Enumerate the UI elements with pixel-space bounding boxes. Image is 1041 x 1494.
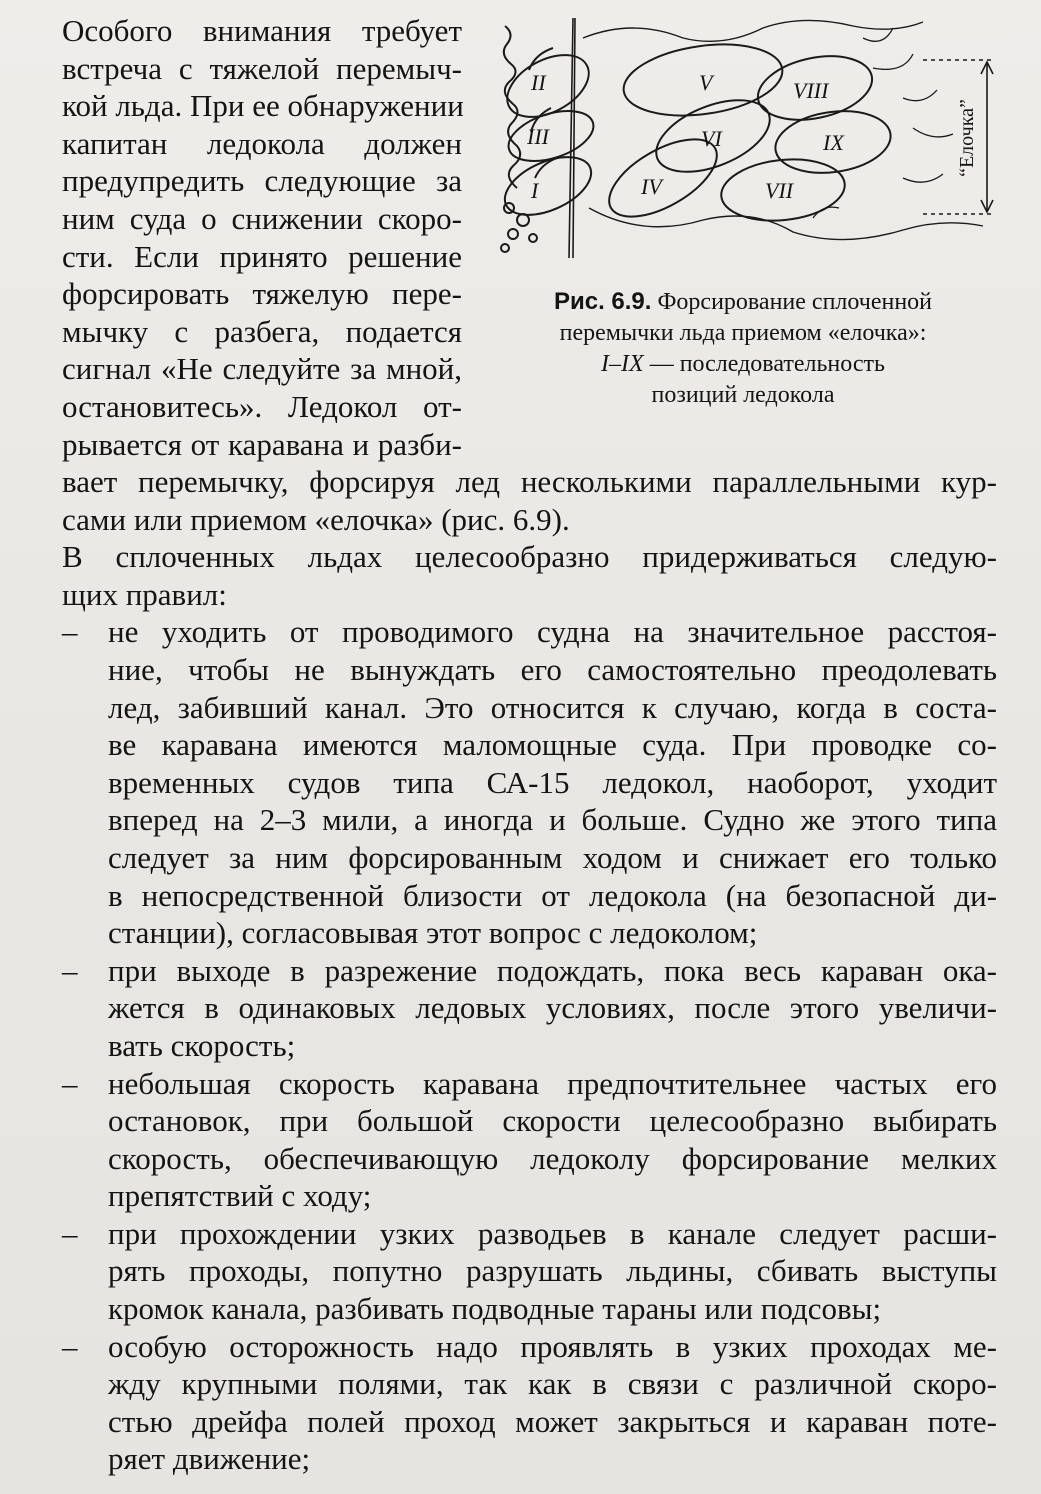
text-line: сами или приемом «елочка» (рис. 6.9). [62,501,570,537]
list-dash: – [62,1065,78,1101]
caption-line [488,349,998,380]
paragraph [62,538,997,613]
text-line: вперед на 2–3 мили, а иногда и больше. Судно же этого типа [108,802,997,838]
text-line: стью дрейфа полей проход может закрыться и караван поте- [108,1403,997,1439]
position-label: VII [765,178,794,203]
text-line: жется в одинаковых ледовых условиях, после этого увеличи- [108,990,997,1026]
text-line: сигнал «Не следуйте за мной, [62,351,462,387]
text-line: Особого внимания требует [62,13,462,48]
text-line: остановитесь». Ледокол от- [62,388,462,424]
text-line: в непосредственной близости от ледокола (на безопасной ди- [108,877,997,913]
position-label: V [699,70,713,95]
caption-line: позиций ледокола [651,382,835,408]
ice-rubble [529,234,537,242]
caption-line [488,286,998,318]
text-line: при прохождении узких разводьев в канале следует расши- [108,1215,997,1251]
main-text [62,463,997,1478]
dimension-label: “Елочка” [956,99,978,177]
text-line: кромок канала, разбивать подводные тараны или подсовы; [108,1291,882,1327]
paragraph [62,463,997,538]
text-line: предупредить следующие за [62,163,462,199]
list-item [62,952,997,1065]
position-label: VIII [793,78,829,103]
position-label: IX [823,130,844,155]
list-item [62,1215,997,1328]
text-line: вает перемычку, форсируя лед несколькими параллельными кур- [62,464,997,499]
crack-line [589,208,983,240]
crack-line [583,20,923,41]
position-ellipse [497,42,599,129]
position-ellipse [496,145,600,226]
list-dash: – [62,952,78,988]
text-line: вать скорость; [108,1027,296,1063]
ice-rubble [508,229,518,239]
list-dash: – [62,614,78,650]
text-line: В сплоченных льдах целесообразно придерживаться следую- [62,539,997,575]
text-line: ние, чтобы не вынуждать его самостоятельно преодолевать [108,651,997,687]
channel-line [569,18,575,258]
text-line: ним суда о снижении скоро- [62,200,462,236]
text-line: капитан ледокола должен [62,125,462,161]
figure-caption [488,286,998,411]
text-line: лед, забивший канал. Это относится к случаю, когда в соста- [108,689,997,725]
position-label: III [527,124,549,149]
text-line: щих правил: [62,576,227,612]
figure-number: Рис. 6.9. [553,288,652,315]
list-dash: – [62,1215,78,1251]
position-label: II [531,70,546,95]
list-item [62,1328,997,1478]
text-line: сти. Если принято решение [62,238,462,274]
text-line: не уходить от проводимого судна на значительное расстоя- [108,614,997,650]
text-line: встреча с тяжелой перемыч- [62,50,462,86]
text-line: рять проходы, попутно разрушать льдины, сбивать выступы [108,1253,997,1289]
text-line: при выходе в разрежение подождать, пока весь караван ока- [108,952,997,988]
text-line: следует за ним форсированным ходом и снижает его только [108,839,997,875]
list-item [62,613,997,951]
text-line: препятствий с ходу; [108,1178,372,1214]
text-line: ряет движение; [108,1441,311,1477]
text-line: кой льда. При ее обнаружении [62,88,464,124]
list-item [62,1065,997,1215]
text-line: жду крупными полями, так как в связи с различной скоро- [108,1366,997,1402]
ice-edge-line [504,26,520,188]
list-dash: – [62,1328,78,1364]
caption-text: Форсирование сплоченной [657,289,933,315]
rules-list [62,613,997,1478]
ice-rubble [501,244,509,252]
text-line: остановок, при большой скорости целесообразно выбирать [108,1103,997,1139]
text-line: особую осторожность надо проявлять в узких проходах ме- [108,1328,997,1364]
caption-line: перемычки льда приемом «елочка»: [559,320,927,346]
text-line: временных судов типа СА-15 ледокол, наоборот, уходит [108,764,997,800]
legend-text: — последовательность [649,351,885,377]
text-line: мычку с разбега, подается [62,313,462,349]
text-line: станции), согласовывая этот вопрос с ледоколом; [108,915,758,951]
position-label: VI [701,126,722,151]
text-line: небольшая скорость каравана предпочтительнее частых его [108,1065,997,1101]
ice-breaking-diagram [493,8,1003,258]
position-label: IV [641,174,662,199]
ice-rubble [517,214,529,226]
text-line: скорость, обеспечивающую ледоколу форсирование мелких [108,1140,997,1176]
intro-paragraph [62,12,462,463]
text-line: форсировать тяжелую пере- [62,276,462,312]
text-line: ве каравана имеются маломощные суда. При проводке со- [108,727,997,763]
position-label: I [531,178,539,203]
text-line: рывается от каравана и разби- [62,426,462,462]
legend-range: I–IX [601,351,644,377]
